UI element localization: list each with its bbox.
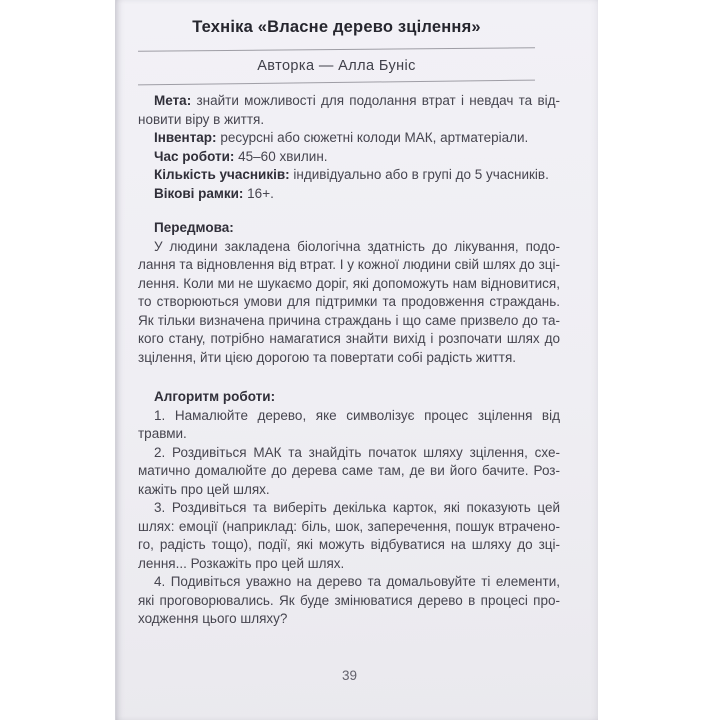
header-divider-top [138, 47, 535, 51]
text-line: Мета: знайти можливості для подолання втрат і невдач та від- [154, 93, 560, 108]
algorithm [138, 388, 560, 629]
text-line: лання та відновлення від втрат. І у кожної людини свій шлях до зці- [138, 257, 560, 272]
text-line: травми. [138, 426, 187, 441]
technique-header [138, 0, 535, 83]
header-divider-bottom [138, 80, 535, 86]
text-line [138, 219, 560, 238]
text-line: шлях: емоції (наприклад: біль, шок, заперечення, пошук втрачено- [138, 518, 560, 534]
text-line: 4. Подивіться уважно на дерево та домальовуйте ті елементи, [154, 574, 560, 589]
foreword [138, 219, 560, 367]
text-line: кого стану, потрібно намагатися знайти вихід і розпочати шлях до [138, 331, 560, 346]
author-line: Авторка — Алла Буніс [257, 58, 416, 74]
text-line: 3. Роздивіться та виберіть декілька карток, які показують цей [154, 500, 560, 515]
text-line: які проговорювались. Як буде змінюватися дерево в процесі про- [138, 592, 560, 608]
text-line: Вікові рамки: 16+. [154, 185, 274, 201]
bold-label: Кількість учасників: [154, 167, 290, 182]
text-line: матично домалюйте до дерева саме там, де ви його бачите. Роз- [138, 463, 560, 478]
meta-block [138, 92, 560, 203]
bold-label: Час роботи: [154, 148, 235, 164]
book-page [115, 0, 598, 720]
bold-label: Мета: [154, 93, 192, 108]
text-line: новити віру в життя. [138, 111, 265, 127]
page-title: Техніка «Власне дерево зцілення» [192, 18, 481, 36]
text-line: го, радість тощо), події, які можуть відбуватися на шляху до зці- [138, 537, 560, 552]
text-line: то створюються умови для підтримки та продовження страждань. [138, 294, 560, 309]
text-line: зцілення, йти цією дорогою та повертати собі радість життя. [138, 349, 517, 365]
text-line: Інвентар: ресурсні або сюжетні колоди МАК, артматеріали. [154, 130, 529, 145]
text-line: 1. Намалюйте дерево, яке символізує процес зцілення від [154, 407, 560, 423]
page-content [116, 0, 598, 720]
text-line: ходження цього шляху? [138, 611, 288, 626]
text-line: Кількість учасників: індивідуально або в групі до 5 учасників. [154, 167, 549, 182]
text-line: лення... Розкажіть про цей шлях. [138, 555, 345, 571]
text-line: лення. Коли ми не шукаємо доріг, які допоможуть нам відновитися, [138, 275, 560, 291]
bold-label: Вікові рамки: [154, 185, 244, 201]
text-line: Як тільки визначена причина страждань і що саме призвело до та- [138, 312, 560, 328]
bold-label: Передмова: [154, 220, 234, 235]
bold-label: Алгоритм роботи: [154, 389, 276, 404]
bold-label: Інвентар: [154, 130, 217, 145]
text-line: У людини закладена біологічна здатність до лікування, подо- [154, 238, 560, 254]
text-line: Час роботи: 45–60 хвилин. [154, 148, 328, 164]
text-line: кажіть про цей шлях. [138, 481, 270, 497]
text-line [138, 388, 560, 407]
page-number: 39 [341, 668, 358, 683]
text-line: 2. Роздивіться МАК та знайдіть початок шляху зцілення, схе- [154, 444, 560, 460]
body-text [138, 92, 560, 629]
